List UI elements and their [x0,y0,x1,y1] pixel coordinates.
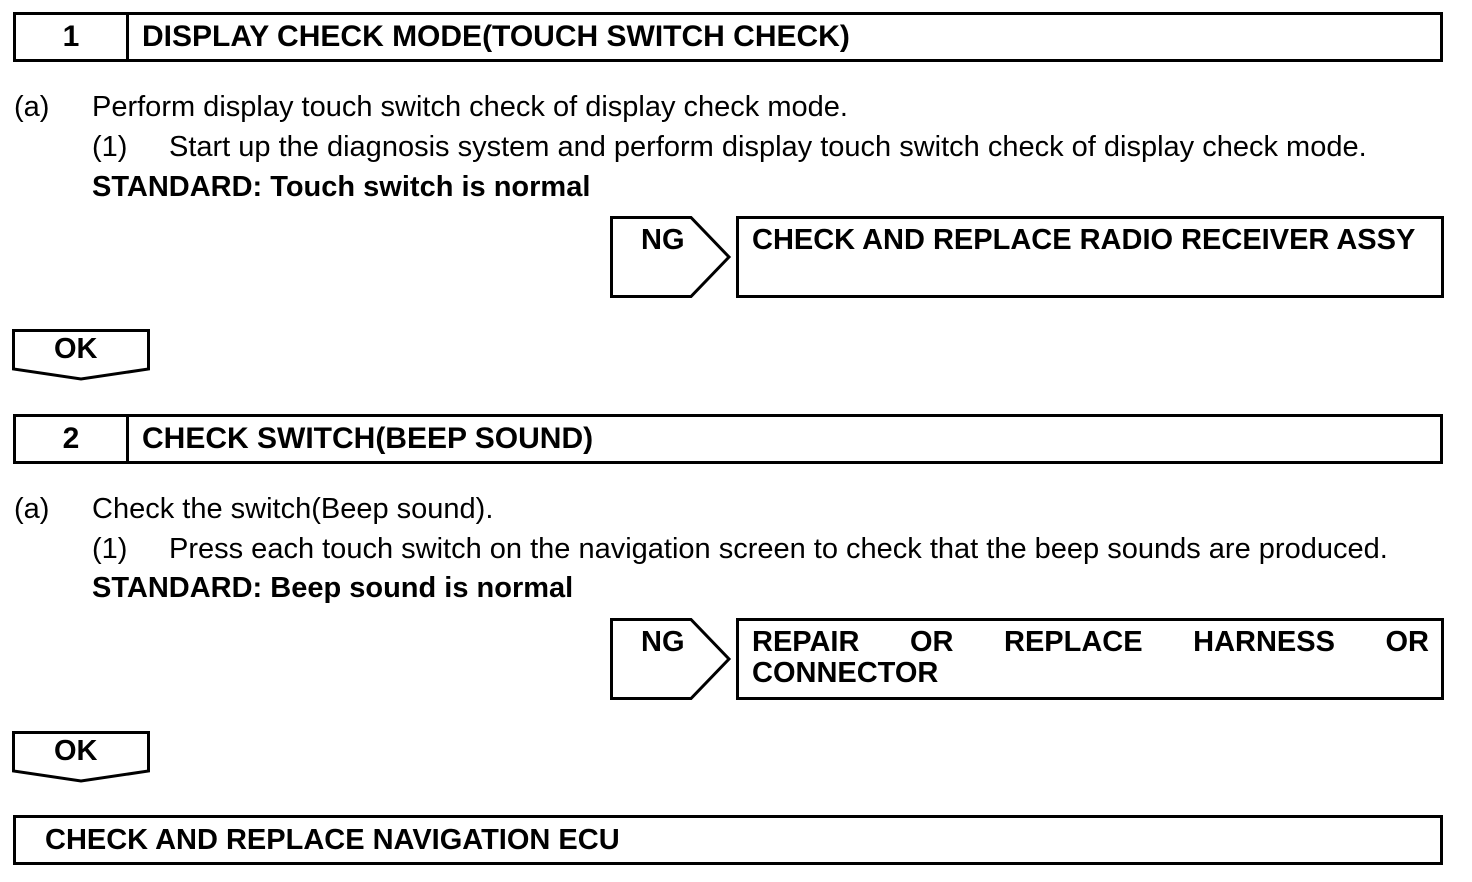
step-2-ng-label: NG [641,626,685,658]
final-action-box: CHECK AND REPLACE NAVIGATION ECU [13,815,1443,865]
step-1-sub-marker: (1) [92,131,128,163]
step-1-ok-arrow [12,329,150,381]
step-2-number: 2 [16,417,129,461]
step-2-title: CHECK SWITCH(BEEP SOUND) [142,422,594,455]
step-1-ng-action: CHECK AND REPLACE RADIO RECEIVER ASSY [736,216,1444,298]
step-1-ng-arrow [610,216,732,298]
step-1-number: 1 [16,15,129,59]
step-2-ng-action: REPAIR OR REPLACE HARNESS OR CONNECTOR [736,618,1444,700]
step-2-ok-arrow [12,731,150,783]
step-2-standard: STANDARD: Beep sound is normal [92,572,574,604]
step-2-item-marker: (a) [14,493,50,525]
step-1-standard: STANDARD: Touch switch is normal [92,171,591,203]
step-1-item-marker: (a) [14,91,50,123]
step-1-ng-label: NG [641,224,685,256]
step-1-ok-label: OK [54,333,98,365]
step-1-title: DISPLAY CHECK MODE(TOUCH SWITCH CHECK) [142,20,850,53]
step-2-header [13,414,1443,464]
step-2-ok-label: OK [54,735,98,767]
step-2-ng-arrow [610,618,732,700]
step-2-sub-marker: (1) [92,533,128,565]
step-1-header [13,12,1443,62]
step-1-sub-text: Start up the diagnosis system and perform display touch switch check of display check mode. [169,131,1367,163]
step-2-item-text: Check the switch(Beep sound). [92,493,494,525]
step-1-item-text: Perform display touch switch check of display check mode. [92,91,848,123]
step-2-sub-text: Press each touch switch on the navigation screen to check that the beep sounds are produced. [169,533,1388,565]
